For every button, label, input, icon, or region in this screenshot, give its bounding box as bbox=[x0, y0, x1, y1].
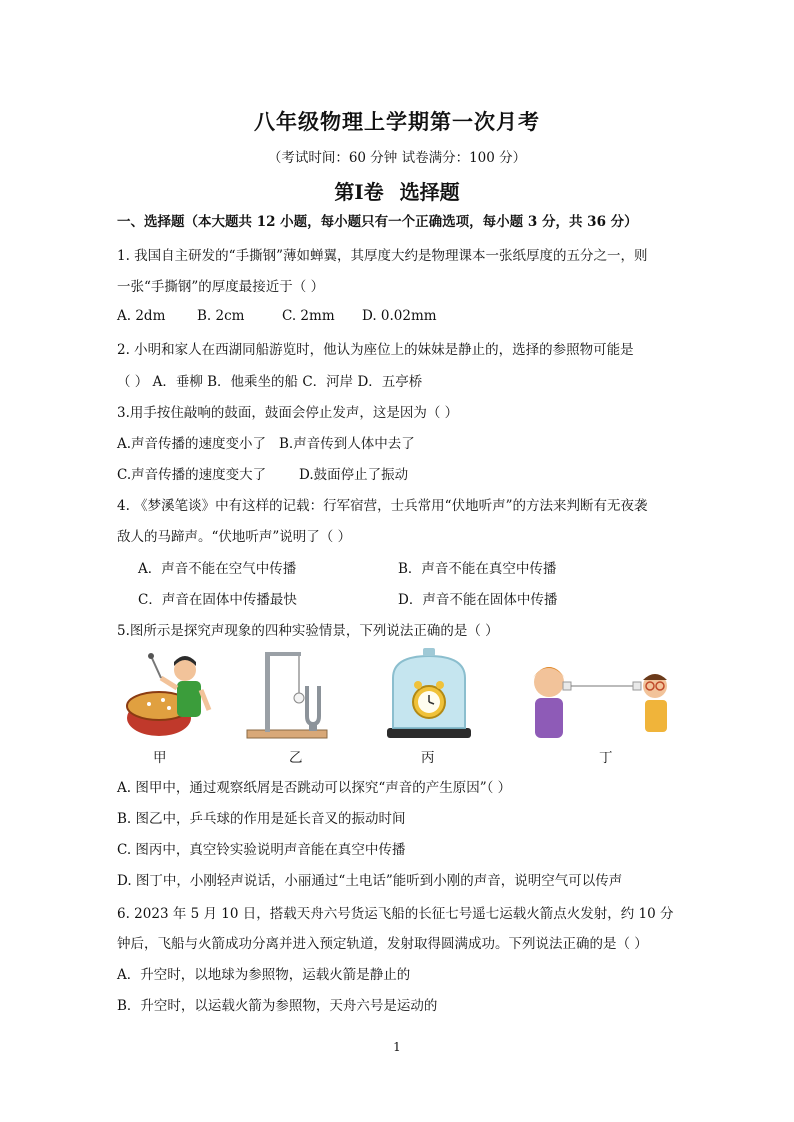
figure-drum bbox=[123, 648, 223, 744]
exam-subtitle: （考试时间：60 分钟 试卷满分：100 分） bbox=[267, 150, 527, 166]
q1-stem-line2: 一张“手撕钢”的厚度最接近于（ ） bbox=[117, 279, 325, 295]
q6-option-a: A．升空时，以地球为参照物，运载火箭是静止的 bbox=[117, 967, 411, 983]
q4-stem-line2: 敌人的马蹄声。“伏地听声”说明了（ ） bbox=[117, 529, 352, 545]
q3-options-row2 bbox=[117, 463, 687, 483]
instructions: 一、选择题（本大题共 12 小题，每小题只有一个正确选项，每小题 3 分，共 36 分） bbox=[117, 214, 638, 230]
figure-label-ding: 丁 bbox=[599, 750, 613, 766]
q3-option-a: A.声音传播的速度变小了 bbox=[117, 436, 267, 452]
q4-option-d: D．声音不能在固体中传播 bbox=[398, 592, 558, 608]
experiment-figures bbox=[117, 644, 677, 764]
q2-stem-line1: 2. 小明和家人在西湖同船游览时，他认为座位上的妹妹是静止的，选择的参照物可能是 bbox=[117, 342, 634, 358]
q6-option-b: B．升空时，以运载火箭为参照物，天舟六号是运动的 bbox=[117, 998, 438, 1014]
figure-label-bing: 丙 bbox=[421, 750, 435, 766]
q5-stem: 5.图所示是探究声现象的四种实验情景，下列说法正确的是（ ） bbox=[117, 623, 499, 639]
q5-option-c: C. 图丙中，真空铃实验说明声音能在真空中传播 bbox=[117, 842, 406, 858]
section-name: 选择题 bbox=[399, 180, 460, 204]
q1-option-a: A. 2dm bbox=[117, 308, 166, 324]
q2-stem-line2: （ ） A．垂柳 B．他乘坐的船 C．河岸 D．五亭桥 bbox=[117, 374, 423, 390]
page-number: 1 bbox=[393, 1040, 401, 1054]
q3-options-row1 bbox=[117, 432, 687, 452]
q4-option-a: A．声音不能在空气中传播 bbox=[138, 561, 297, 577]
figure-tuning-fork bbox=[243, 646, 335, 744]
figure-label-yi: 乙 bbox=[289, 750, 303, 766]
q4-option-c: C．声音在固体中传播最快 bbox=[138, 592, 297, 608]
q3-option-b: B.声音传到人体中去了 bbox=[279, 436, 415, 452]
figure-bell-jar bbox=[381, 644, 477, 744]
q4-stem-line1: 4. 《梦溪笔谈》中有这样的记载：行军宿营，士兵常用“伏地听声”的方法来判断有无夜袭 bbox=[117, 498, 648, 514]
figure-string-phone bbox=[517, 652, 673, 744]
q1-stem-line1: 1. 我国自主研发的“手撕钢”薄如蝉翼，其厚度大约是物理课本一张纸厚度的五分之一，则 bbox=[117, 248, 648, 264]
q3-stem: 3.用手按住敲响的鼓面，鼓面会停止发声，这是因为（ ） bbox=[117, 405, 459, 421]
q5-option-d: D. 图丁中，小刚轻声说话，小丽通过“土电话”能听到小刚的声音，说明空气可以传声 bbox=[117, 873, 623, 889]
q1-option-d: D. 0.02mm bbox=[362, 308, 437, 324]
q4-option-b: B．声音不能在真空中传播 bbox=[398, 561, 557, 577]
section-heading bbox=[0, 176, 794, 205]
q5-option-a: A. 图甲中，通过观察纸屑是否跳动可以探究“声音的产生原因”（ ） bbox=[117, 780, 512, 796]
q3-option-c: C.声音传播的速度变大了 bbox=[117, 467, 267, 483]
q5-option-b: B. 图乙中，乒乓球的作用是延长音叉的振动时间 bbox=[117, 811, 406, 827]
q6-stem-line1: 6. 2023 年 5 月 10 日，搭载天舟六号货运飞船的长征七号遥七运载火箭点火发射，约 10 分 bbox=[117, 906, 674, 922]
exam-title: 八年级物理上学期第一次月考 bbox=[254, 109, 540, 134]
q1-option-c: C. 2mm bbox=[282, 308, 335, 324]
q1-option-b: B. 2cm bbox=[197, 308, 245, 324]
section-part: 第Ⅰ卷 bbox=[334, 180, 384, 204]
q6-stem-line2: 钟后，飞船与火箭成功分离并进入预定轨道，发射取得圆满成功。下列说法正确的是（ ） bbox=[117, 936, 648, 952]
q1-options bbox=[117, 308, 687, 324]
q3-option-d: D.鼓面停止了振动 bbox=[299, 467, 409, 483]
figure-label-jia: 甲 bbox=[153, 750, 167, 766]
